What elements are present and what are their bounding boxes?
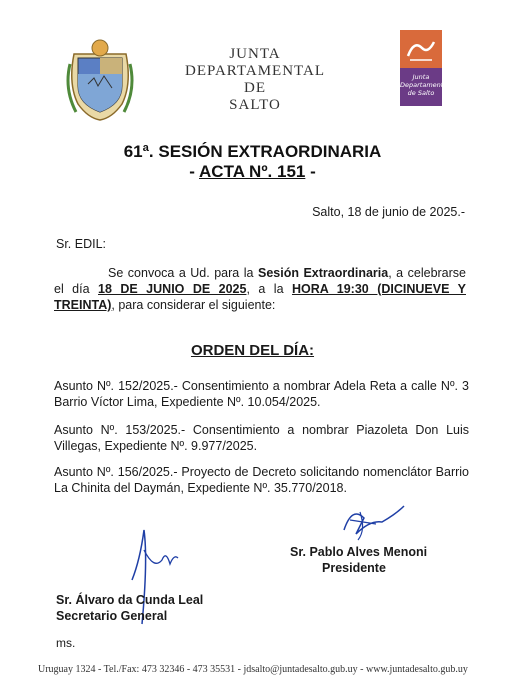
secretary-name: Sr. Álvaro da Cunda Leal <box>56 593 204 607</box>
session-type: Sesión Extraordinaria <box>257 266 389 280</box>
agenda-item: Asunto Nº. 153/2025.- Consentimiento a nombrar Piazoleta Don Luis Villegas, Expediente Nº. 9.977/2025. <box>54 423 469 453</box>
document-date: Salto, 18 de junio de 2025.- <box>312 205 465 219</box>
text-run: Se convoca a Ud. para la <box>108 266 258 280</box>
convocation-paragraph <box>54 265 466 313</box>
president-role: Presidente <box>322 561 386 575</box>
text-run: , para considerar el siguiente: <box>111 298 276 312</box>
org-line: JUNTA <box>229 46 281 62</box>
session-date: 18 DE JUNIO DE 2025 <box>98 282 247 296</box>
session-title: 61ª. SESIÓN EXTRAORDINARIA <box>123 142 382 161</box>
org-line: DE <box>244 80 266 96</box>
act-suffix: - <box>305 162 316 181</box>
organization-name <box>150 46 360 114</box>
act-number-text: ACTA Nº. 151 <box>199 162 306 181</box>
president-name: Sr. Pablo Alves Menoni <box>290 545 428 559</box>
footer-contact: Uruguay 1324 - Tel./Fax: 473 32346 - 473 35531 - jdsalto@juntadesalto.gub.uy - www.juntadesalto.gub.uy <box>38 664 468 675</box>
logo-text <box>400 68 450 106</box>
act-number <box>0 162 505 182</box>
agenda-item: Asunto Nº. 156/2025.- Proyecto de Decreto solicitando nomenclátor Barrio La Chinita del Daymán, Expediente Nº. 35.770/2018. <box>54 465 469 495</box>
logo-text-line: Departamental <box>400 81 450 89</box>
org-line: SALTO <box>229 97 281 113</box>
wave-icon <box>400 30 442 68</box>
logo-emblem <box>400 30 442 68</box>
text-run: , a la <box>246 282 292 296</box>
president-signature-block <box>290 544 427 576</box>
initials: ms. <box>56 636 76 650</box>
secretary-signature-block <box>56 592 203 624</box>
act-prefix: - <box>189 162 200 181</box>
coat-of-arms-logo <box>64 34 136 124</box>
org-line: DEPARTAMENTAL <box>185 63 325 79</box>
salutation: Sr. EDIL: <box>56 237 107 251</box>
agenda-title: ORDEN DEL DÍA: <box>190 342 315 359</box>
logo-text-line: Junta <box>412 73 430 81</box>
junta-logo <box>400 30 450 106</box>
session-time: HORA 19:30 (DICINUEVE Y TREINTA) <box>54 282 466 312</box>
secretary-role: Secretario General <box>56 609 168 623</box>
text-run: , a celebrarse el día <box>54 266 466 296</box>
logo-text-line: de Salto <box>407 89 435 97</box>
president-signature <box>330 500 410 550</box>
agenda-item: Asunto Nº. 152/2025.- Consentimiento a nombrar Adela Reta a calle Nº. 3 Barrio Víctor Lima, Expediente Nº. 10.054/2025. <box>54 379 469 409</box>
